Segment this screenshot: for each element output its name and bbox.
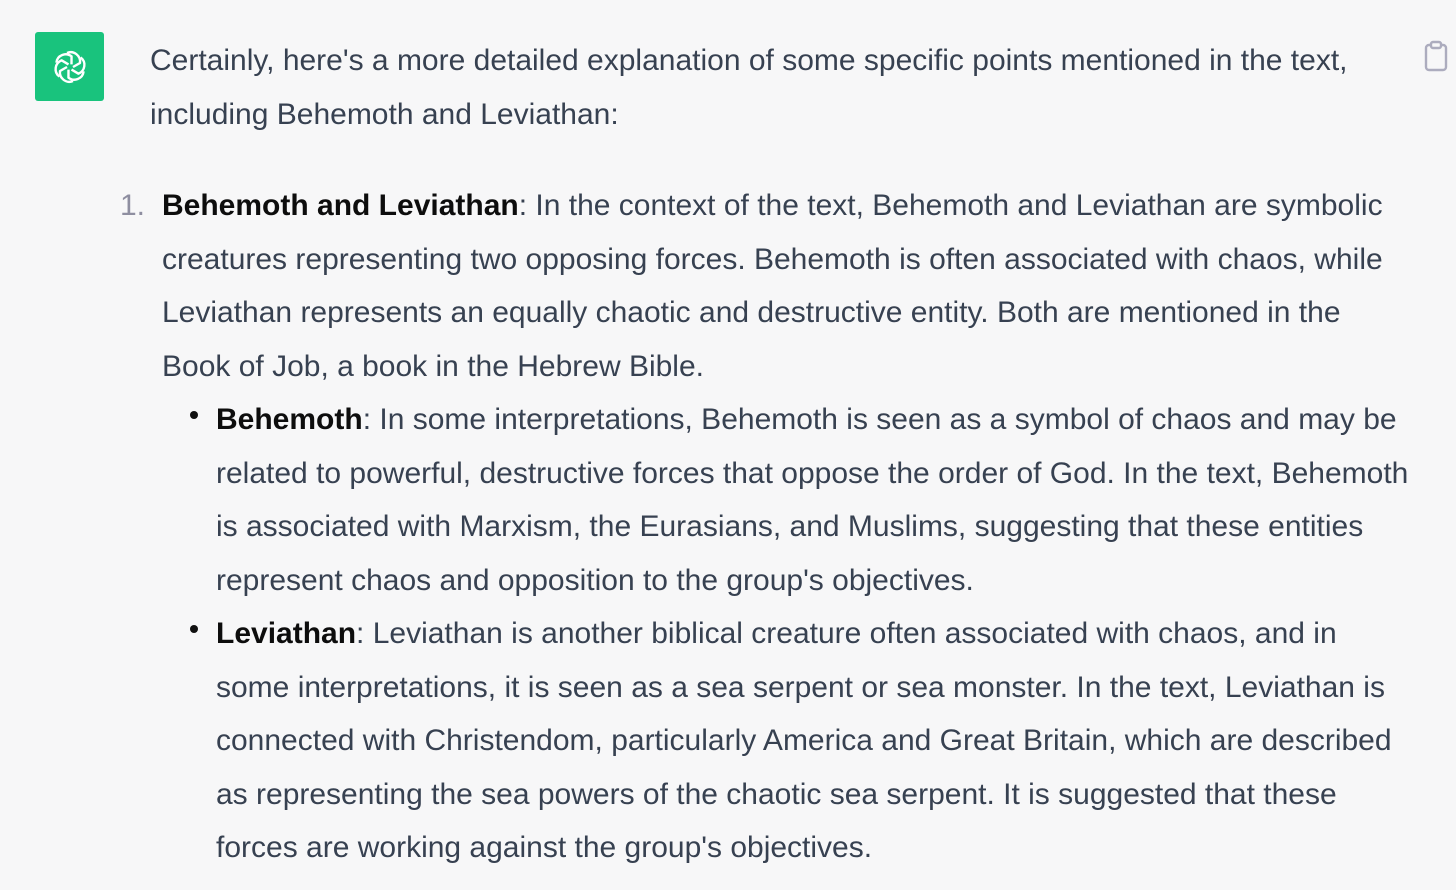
clipboard-icon	[1423, 40, 1449, 72]
list-item-text: : In the context of the text, Behemoth and Leviathan are symbolic creatures representing two opposing forces. Behemoth is often associated with chaos, while Leviathan represents an equally chaotic and destructive entity. Both are mentioned in the Book of Job, a book in the Hebrew Bible.	[162, 189, 1383, 383]
bullet-icon	[190, 411, 198, 419]
bullet-title: Leviathan	[216, 617, 357, 650]
bullet-item-leviathan	[162, 607, 1410, 875]
assistant-avatar	[35, 32, 104, 101]
bullet-text: : Leviathan is another biblical creature often associated with chaos, and in some interpretations, it is seen as a sea serpent or sea monster. In the text, Leviathan is connected with Christendom, particularly America and Great Britain, which are described as representing the sea powers of the chaotic sea serpent. It is suggested that these forces are working against the group's objectives.	[216, 617, 1392, 864]
copy-button[interactable]	[1420, 38, 1452, 74]
bullet-item-behemoth	[162, 393, 1410, 607]
bullet-icon	[190, 625, 198, 633]
list-item-title: Behemoth and Leviathan	[162, 189, 519, 222]
list-number: 1.	[120, 189, 146, 222]
bullet-title: Behemoth	[216, 403, 363, 436]
bullet-text: : In some interpretations, Behemoth is seen as a symbol of chaos and may be related to powerful, destructive forces that oppose the order of God. In the text, Behemoth is associated with Marxism, the Eurasians, and Muslims, suggesting that these entities represent chaos and opposition to the group's objectives.	[216, 403, 1409, 597]
ordered-list	[120, 179, 1410, 875]
openai-logo-icon	[50, 47, 90, 87]
list-item	[120, 179, 1410, 875]
message-intro: Certainly, here's a more detailed explanation of some specific points mentioned in the text, including Behemoth and Leviathan:	[150, 44, 1348, 131]
bullet-list	[162, 393, 1410, 875]
assistant-message	[120, 34, 1410, 875]
